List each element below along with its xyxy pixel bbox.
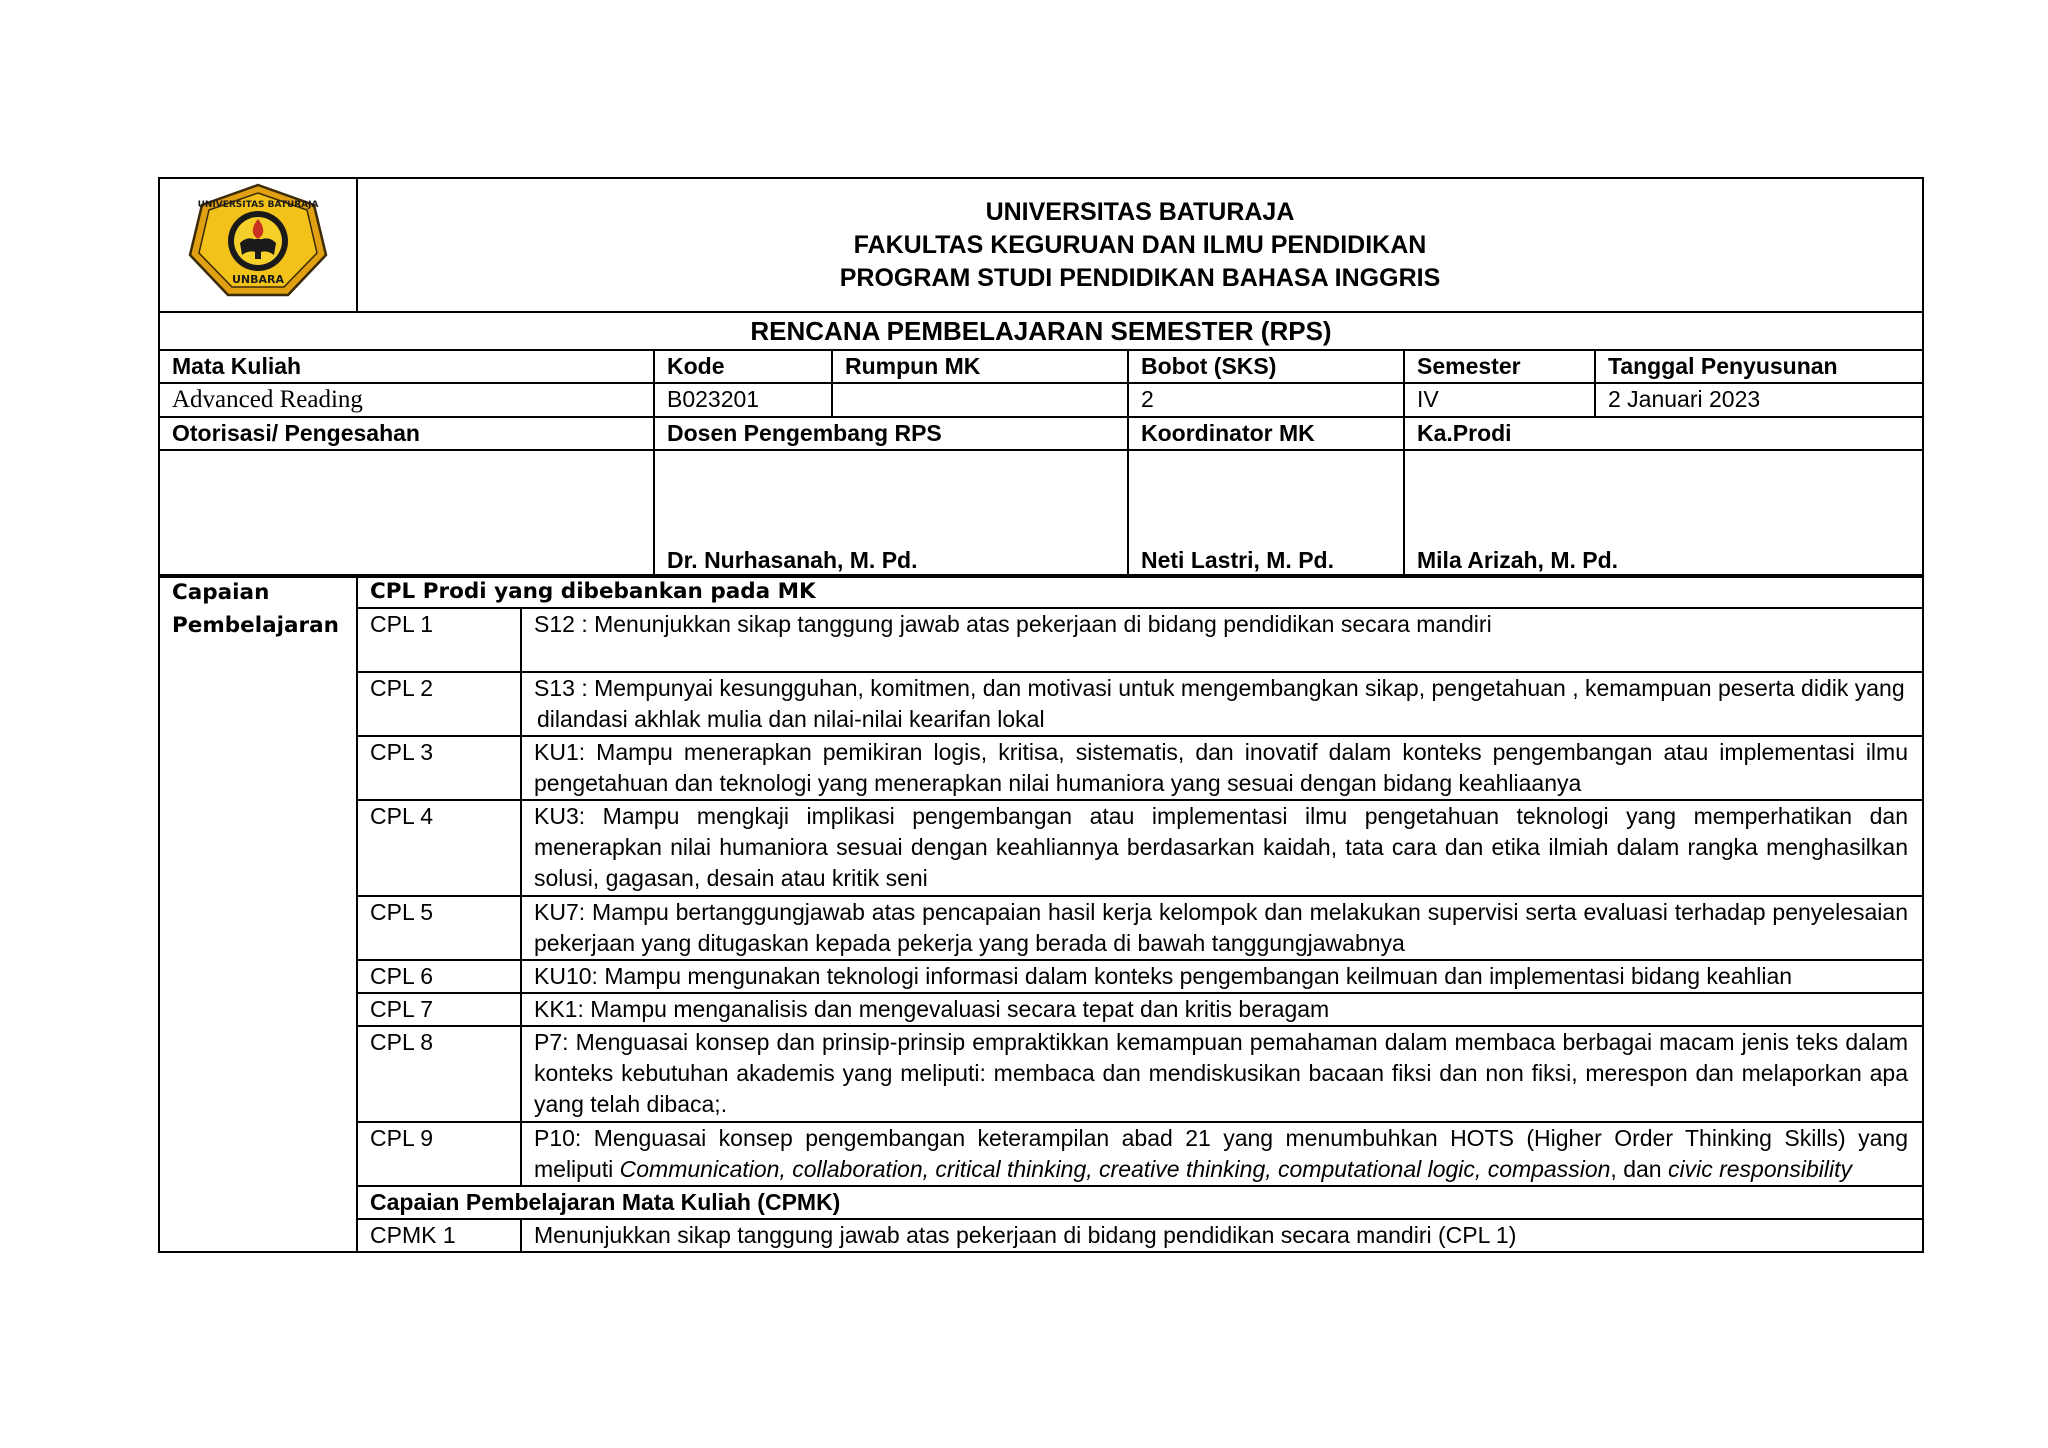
value-mata-kuliah: Advanced Reading	[159, 383, 654, 417]
cpmk-heading: Capaian Pembelajaran Mata Kuliah (CPMK)	[357, 1186, 1923, 1219]
cpl-text: P7: Menguasai konsep dan prinsip-prinsip empraktikkan kemampuan pemahaman dalam membaca berbagai macam jenis teks dalam konteks kebutuhan akademis yang meliputi: membaca dan mendiskusikan bacaan fiksi dan non fiksi, merespon dan melaporkan apa yang telah dibaca;.	[521, 1026, 1923, 1122]
table-row	[159, 960, 1923, 993]
table-row	[159, 800, 1923, 896]
cpl-text: KU7: Mampu bertanggungjawab atas pencapaian hasil kerja kelompok dan melakukan supervisi serta evaluasi terhadap penyelesaian pekerjaan yang ditugaskan kepada pekerja yang berada di bawah tanggungjawabnya	[521, 896, 1923, 960]
cpl-text-italic: civic responsibility	[1667, 1156, 1853, 1182]
cpmk-code: CPMK 1	[357, 1219, 521, 1252]
cpl-code: CPL 6	[357, 960, 521, 993]
svg-text:UNIVERSITAS BATURAJA: UNIVERSITAS BATURAJA	[197, 200, 319, 210]
cpl-text	[521, 672, 1923, 736]
cpl-text-normal: P10: Menguasai konsep pengembangan keterampilan abad 21 yang menumbuhkan HOTS (Higher Order Thinking Skills) yang meliputi	[534, 1125, 1908, 1182]
header-mata-kuliah: Mata Kuliah	[159, 350, 654, 383]
logo-cell	[159, 178, 357, 312]
cpl-text: KU10: Mampu mengunakan teknologi informasi dalam konteks pengembangan keilmuan dan implementasi bidang keahlian	[521, 960, 1923, 993]
document-title: RENCANA PEMBELAJARAN SEMESTER (RPS)	[159, 312, 1923, 350]
header-tanggal: Tanggal Penyusunan	[1595, 350, 1923, 383]
dosen-name: Dr. Nurhasanah, M. Pd.	[654, 450, 1128, 577]
university-name: UNIVERSITAS BATURAJA	[985, 197, 1295, 226]
value-tanggal: 2 Januari 2023	[1595, 383, 1923, 417]
cpl-code: CPL 2	[357, 672, 521, 736]
cpl-text: KU1: Mampu menerapkan pemikiran logis, kritisa, sistematis, dan inovatif dalam konteks pengembangan atau implementasi ilmu pengetahuan dan teknologi yang menerapkan nilai humaniora yang sesuai dengan bidang keahliaanya	[521, 736, 1923, 800]
cpl-text-line: S13 : Mempunyai kesungguhan, komitmen, dan motivasi untuk mengembangkan sikap, pengetahuan , kemampuan peserta didik yang	[534, 675, 1905, 701]
course-meta-table	[158, 311, 1924, 578]
cpl-code: CPL 7	[357, 993, 521, 1026]
learning-outcomes-table	[158, 574, 1924, 1253]
cpl-text: S12 : Menunjukkan sikap tanggung jawab atas pekerjaan di bidang pendidikan secara mandiri	[521, 608, 1923, 672]
table-row	[159, 608, 1923, 672]
table-row	[159, 1026, 1923, 1122]
cpmk-text: Menunjukkan sikap tanggung jawab atas pekerjaan di bidang pendidikan secara mandiri (CPL 1)	[521, 1219, 1923, 1252]
cpl-text-italic: Communication, collaboration, critical thinking, creative thinking, computational logic, compassion	[619, 1156, 1611, 1182]
institution-header	[158, 177, 1924, 313]
cpl-text-line: dilandasi akhlak mulia dan nilai-nilai kearifan lokal	[537, 706, 1045, 732]
value-bobot: 2	[1128, 383, 1404, 417]
table-row	[159, 993, 1923, 1026]
kaprodi-name: Mila Arizah, M. Pd.	[1404, 450, 1923, 577]
cpl-code: CPL 9	[357, 1122, 521, 1186]
table-row	[159, 1219, 1923, 1252]
header-semester: Semester	[1404, 350, 1595, 383]
label-capaian: Capaian	[172, 580, 270, 605]
faculty-name: FAKULTAS KEGURUAN DAN ILMU PENDIDIKAN	[853, 230, 1427, 259]
kaprodi-label: Ka.Prodi	[1404, 417, 1923, 450]
header-bobot: Bobot (SKS)	[1128, 350, 1404, 383]
cpl-code: CPL 1	[357, 608, 521, 672]
institution-names	[357, 178, 1923, 312]
table-row	[159, 896, 1923, 960]
table-row	[159, 672, 1923, 736]
value-kode: B023201	[654, 383, 832, 417]
value-semester: IV	[1404, 383, 1595, 417]
table-row	[159, 1122, 1923, 1186]
value-rumpun	[832, 383, 1128, 417]
cpl-code: CPL 3	[357, 736, 521, 800]
authorization-label: Otorisasi/ Pengesahan	[159, 417, 654, 450]
koordinator-label: Koordinator MK	[1128, 417, 1404, 450]
cpl-heading: CPL Prodi yang dibebankan pada MK	[357, 575, 1923, 608]
learning-outcomes-label	[159, 575, 357, 1252]
svg-text:UNBARA: UNBARA	[231, 273, 285, 286]
authorization-blank	[159, 450, 654, 577]
cpl-text: KK1: Mampu menganalisis dan mengevaluasi secara tepat dan kritis beragam	[521, 993, 1923, 1026]
cpl-code: CPL 5	[357, 896, 521, 960]
program-name: PROGRAM STUDI PENDIDIKAN BAHASA INGGRIS	[839, 263, 1441, 292]
cpl-text: KU3: Mampu mengkaji implikasi pengembangan atau implementasi ilmu pengetahuan teknologi yang memperhatikan dan menerapkan nilai humaniora sesuai dengan keahliannya berdasarkan kaidah, tata cara dan etika ilmiah dalam rangka menghasilkan solusi, gagasan, desain atau kritik seni	[521, 800, 1923, 896]
cpl-code: CPL 8	[357, 1026, 521, 1122]
cpl-text-connector: , dan	[1610, 1156, 1668, 1182]
label-pembelajaran: Pembelajaran	[172, 613, 339, 638]
university-logo-icon	[188, 183, 328, 299]
header-rumpun: Rumpun MK	[832, 350, 1128, 383]
table-row	[159, 736, 1923, 800]
koordinator-name: Neti Lastri, M. Pd.	[1128, 450, 1404, 577]
cpl-text	[521, 1122, 1923, 1186]
header-kode: Kode	[654, 350, 832, 383]
dosen-label: Dosen Pengembang RPS	[654, 417, 1128, 450]
cpl-code: CPL 4	[357, 800, 521, 896]
